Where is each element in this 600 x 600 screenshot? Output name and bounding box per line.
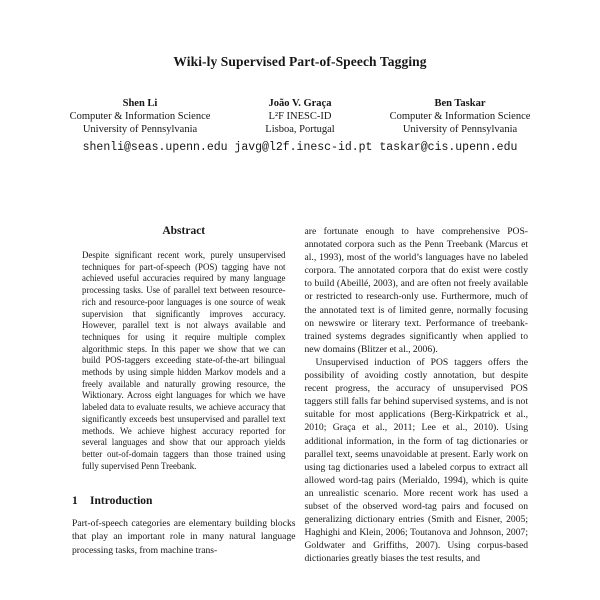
paper-title: Wiki-ly Supervised Part-of-Speech Tagging xyxy=(173,54,427,69)
author-3 xyxy=(380,97,540,136)
body-paragraph: Unsupervised induction of POS taggers offers the possibility of avoiding costly annotation, but despite recent progress, the accuracy of unsupervised POS taggers still falls far behind supervised systems, and is not suitable for most applications (Berg-Kirkpatrick et al., 2010; Graça et al., 2011; Lee et al., 2010). Using additional information, in the form of tag dictionaries or parallel text, seems unavoidable at present. Early work on using tag dictionaries used a labeled corpus to extract all allowed word-tag pairs (Merialdo, 1994), which is quite an unrealistic scenario. More recent work has used a subset of the observed word-tag pairs and focused on generalizing dictionary entries (Smith and Eisner, 2005; Haghighi and Klein, 2006; Toutanova and Johnson, 2007; Goldwater and Griffiths, 2007). Using corpus-based dictionaries greatly biases the test results, and xyxy=(304,356,528,565)
section-title: Introduction xyxy=(90,495,153,508)
abstract-text: Despite significant recent work, purely unsupervised techniques for part-of-speech (POS) tagging have not achieved useful accuracies required by many language processing tasks. Use of parallel text between resource-rich and resource-poor languages is one source of weak supervision that significantly improves accuracy. However, parallel text is not always available and techniques for using it require multiple complex algorithmic steps. In this paper we show that we can build POS-taggers exceeding state-of-the-art bilingual methods by using simple hidden Markov models and a freely available and naturally growing resource, the Wiktionary. Across eight languages for which we have labeled data to evaluate results, we achieve accuracy that significantly exceeds best unsupervised and parallel text methods. We achieve highest accuracy reported for several languages and show that our approach yields better out-of-domain taggers than those trained using fully supervised Penn Treebank. xyxy=(82,250,286,471)
section-heading-introduction xyxy=(72,495,296,507)
author-name: Ben Taskar xyxy=(434,98,486,109)
author-emails: shenli@seas.upenn.edu javg@l2f.inesc-id.pt taskar@cis.upenn.edu xyxy=(82,141,518,154)
two-column-body xyxy=(0,225,600,565)
author-affiliation-line: L²F INESC-ID xyxy=(268,111,332,122)
abstract-heading: Abstract xyxy=(162,225,206,237)
section-number: 1 xyxy=(72,495,78,508)
intro-paragraph: Part-of-speech categories are elementary building blocks that play an important role in many natural language processing tasks, from machine trans- xyxy=(72,518,296,556)
author-name: João V. Graça xyxy=(268,98,332,109)
body-paragraph: are fortunate enough to have comprehensive POS-annotated corpora such as the Penn Treebank (Marcus et al., 1993), most of the world’s languages have no labeled corpora. The annotated corpora that do exist were costly to build (Abeillé, 2003), and are often not freely available or restricted to research-only use. Furthermore, much of the annotated text is of limited genre, normally focusing on newswire or literary text. Performance of treebank-trained systems degrades significantly when applied to new domains (Blitzer et al., 2006). xyxy=(304,226,528,355)
author-affiliation-line: Computer & Information Science xyxy=(69,111,211,122)
author-affiliation-line: University of Pennsylvania xyxy=(82,124,198,135)
right-column xyxy=(305,225,529,565)
author-name: Shen Li xyxy=(122,98,158,109)
author-2 xyxy=(220,97,380,136)
author-affiliation-line: University of Pennsylvania xyxy=(402,124,518,135)
author-block xyxy=(0,97,600,136)
left-column xyxy=(72,225,296,565)
author-1 xyxy=(60,97,220,136)
author-affiliation-line: Lisboa, Portugal xyxy=(265,124,335,135)
author-affiliation-line: Computer & Information Science xyxy=(389,111,531,122)
